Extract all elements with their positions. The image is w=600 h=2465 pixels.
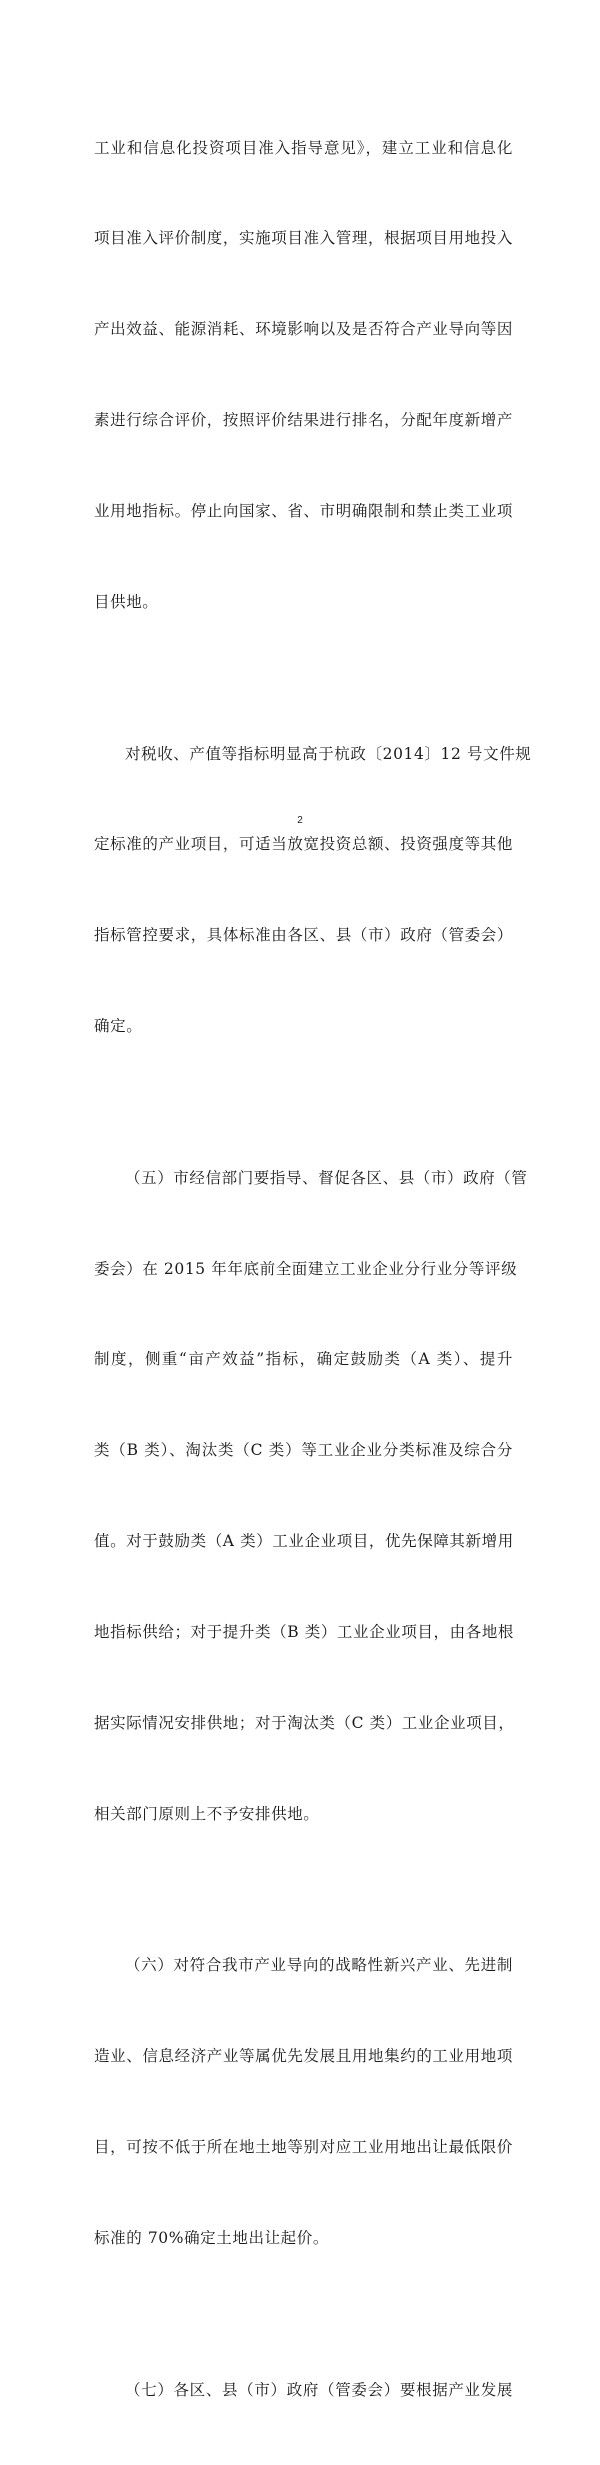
text-line: 素进行综合评价，按照评价结果进行排名，分配年度新增产 [94, 411, 513, 430]
paragraph-3 [94, 1102, 528, 1890]
text-line: 相关部门原则上不予安排供地。 [94, 1804, 320, 1823]
text-line: 确定。 [94, 1017, 143, 1036]
text-line: 标准的 70%确定土地出让起价。 [94, 2229, 329, 2248]
page-number: 2 [297, 815, 303, 826]
text-line: 对税收、产值等指标明显高于杭政〔2014〕12 号文件规 [125, 744, 532, 763]
text-line: 项目准入评价制度，实施项目准入管理，根据项目用地投入 [94, 229, 513, 248]
text-line: （六）对符合我市产业导向的战略性新兴产业、先进制 [125, 1956, 513, 1975]
text-line: 值。对于鼓励类（A 类）工业企业项目，优先保障其新增用 [94, 1532, 514, 1551]
text-line: 类（B 类）、淘汰类（C 类）等工业企业分类标准及综合分 [94, 1441, 513, 1460]
text-line: 目，可按不低于所在地土地等别对应工业用地出让最低限价 [94, 2138, 513, 2157]
text-line: 造业、信息经济产业等属优先发展且用地集约的工业用地项 [94, 2047, 513, 2066]
text-line: 制度，侧重“亩产效益”指标，确定鼓励类（A 类）、提升 [94, 1350, 513, 1369]
text-line: （七）各区、县（市）政府（管委会）要根据产业发展 [125, 2380, 513, 2399]
text-line: 产出效益、能源消耗、环境影响以及是否符合产业导向等因 [94, 320, 513, 339]
text-line: 业用地指标。停止向国家、省、市明确限制和禁止类工业项 [94, 502, 513, 521]
document-body [94, 72, 532, 2465]
text-line: 委会）在 2015 年年底前全面建立工业企业分行业分等评级 [94, 1259, 518, 1278]
text-line: 指标管控要求，具体标准由各区、县（市）政府（管委会） [94, 926, 513, 945]
text-line: 据实际情况安排供地；对于淘汰类（C 类）工业企业项目， [94, 1714, 515, 1733]
text-line: 地指标供给；对于提升类（B 类）工业企业项目，由各地根 [94, 1623, 515, 1642]
text-line: 定标准的产业项目，可适当放宽投资总额、投资强度等其他 [94, 835, 513, 854]
text-line: 目供地。 [94, 593, 159, 612]
paragraph-4 [94, 1890, 513, 2314]
paragraph-5 [94, 2314, 513, 2465]
paragraph-1 [94, 72, 513, 678]
text-line: （五）市经信部门要指导、督促各区、县（市）政府（管 [125, 1168, 528, 1187]
text-line: 工业和信息化投资项目准入指导意见》，建立工业和信息化 [94, 138, 513, 157]
paragraph-2 [94, 678, 532, 1102]
